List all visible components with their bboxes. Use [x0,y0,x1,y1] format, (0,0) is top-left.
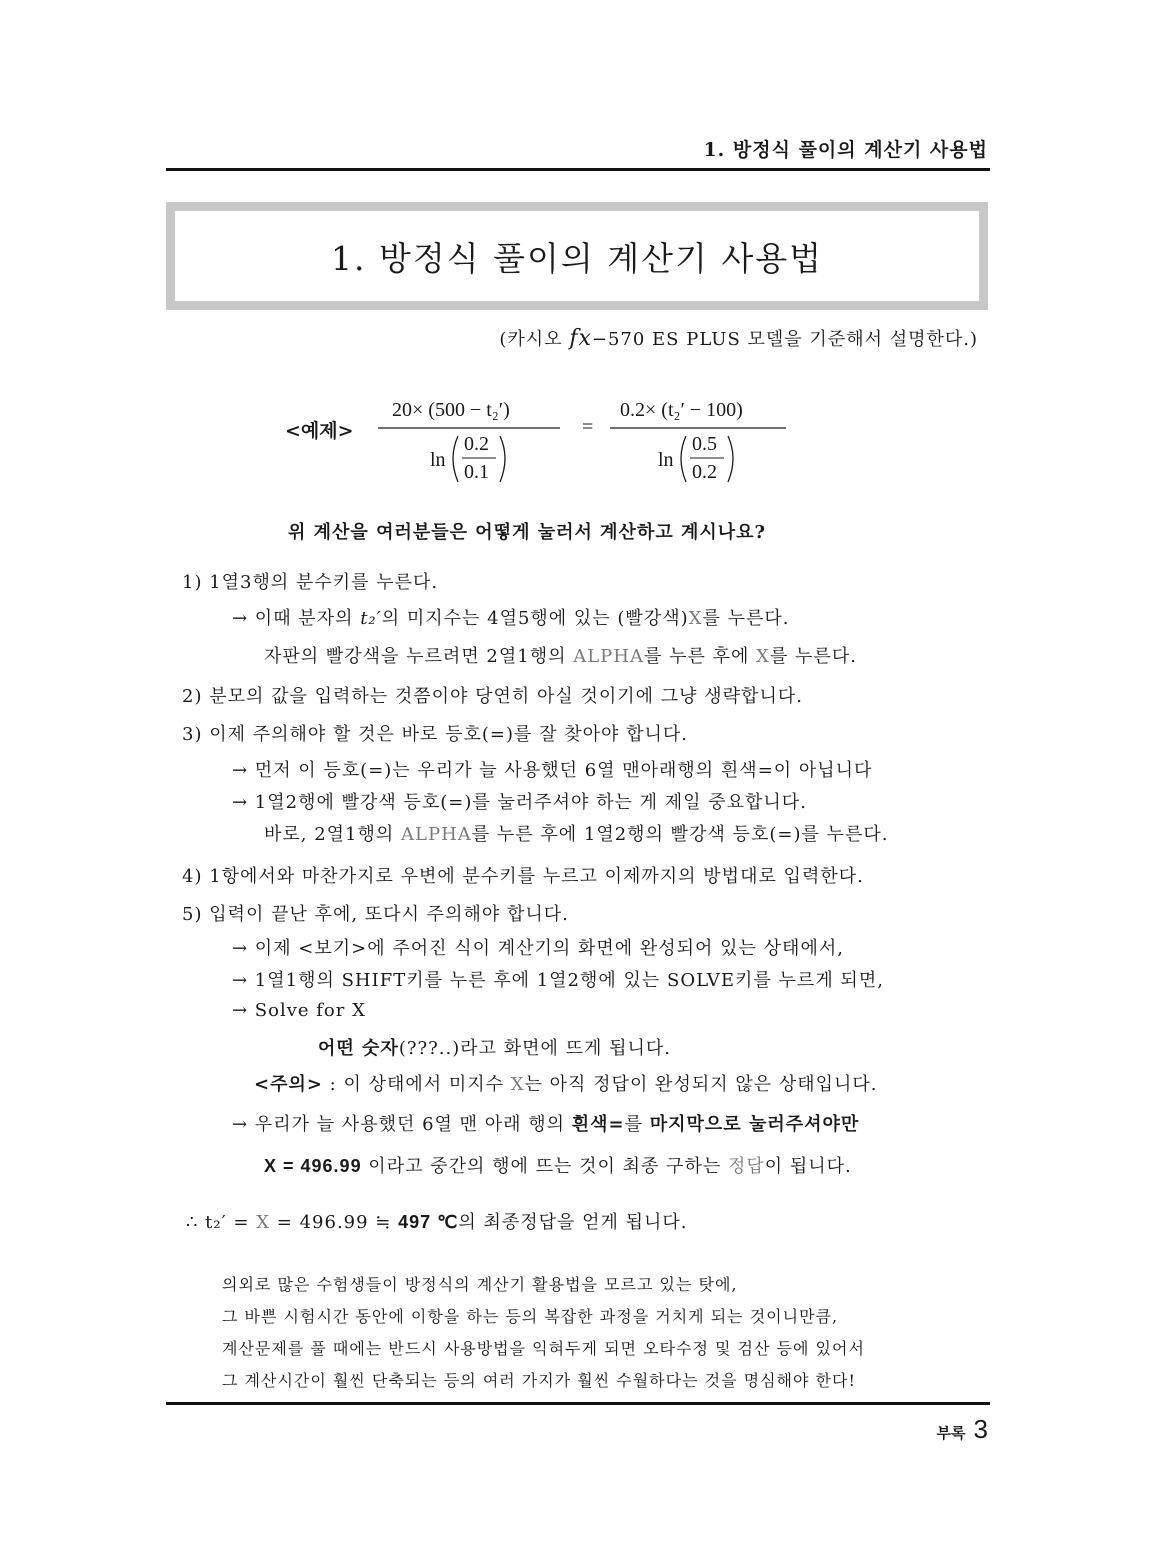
step-1b-alpha: ALPHA [573,646,644,667]
conclusion-x: X [256,1212,271,1233]
step-5e-x: X [510,1074,525,1095]
lhs-right-paren [500,436,505,482]
conclusion-post: 의 최종정답을 얻게 됩니다. [458,1212,688,1233]
step-1a-mid: 의 미지수는 4열5행에 있는 (빨강색) [381,608,689,629]
lhs-inner-num: 0.2 [464,433,489,455]
footer-rule [166,1402,990,1405]
step-1b [264,642,857,668]
step-5e-post: 는 아직 정답이 완성되지 않은 상태입니다. [524,1074,878,1095]
step-1b-post: 를 누른다. [769,646,857,667]
step-4: 4) 1항에서와 마찬가지로 우변에 분수키를 누르고 이제까지의 방법대로 입력한다. [182,866,864,887]
conclusion-pre: ∴ t₂′ = [186,1212,257,1233]
note-line-3: 계산문제를 풀 때에는 반드시 사용방법을 익혀두게 되면 오타수정 및 검산 등에 있어서 [222,1339,865,1358]
header-rule [166,168,990,171]
running-header: 1. 방정식 풀이의 계산기 사용법 [703,139,988,161]
step-5a: → 이제 <보기>에 주어진 식이 계산기의 화면에 완성되어 있는 상태에서, [232,938,844,959]
step-5f-bold1: 흰색= [571,1114,625,1135]
step-1a-post: 를 누른다. [702,608,790,629]
note-line-1: 의외로 많은 수험생들이 방정식의 계산기 활용법을 모르고 있는 탓에, [222,1275,738,1294]
step-5g [264,1152,852,1178]
step-5e [254,1070,878,1096]
step-5f [232,1110,859,1136]
subtitle [499,325,978,351]
note-line-4: 그 계산시간이 훨씬 단축되는 등의 여러 가지가 훨씬 수월하다는 것을 명심해야 한다! [222,1371,856,1390]
step-3c-pre: 바로, 2열1행의 [264,824,402,845]
rhs-numerator: 0.2× (t₂′ − 100) [620,399,743,421]
step-1b-x: X [756,646,770,667]
step-1a [232,604,789,630]
note-line-2: 그 바쁜 시험시간 동안에 이항을 하는 등의 복잡한 과정을 거치게 되는 것이니만큼, [222,1307,839,1326]
rhs-inner-den: 0.2 [692,461,717,483]
rhs-inner-num: 0.5 [692,433,717,455]
example-equation [370,388,810,498]
subtitle-model: fx [569,326,592,351]
rhs-right-paren [728,436,733,482]
page-number: 3 [973,1414,988,1444]
page-title: 1. 방정식 풀이의 계산기 사용법 [175,211,979,301]
step-2: 2) 분모의 값을 입력하는 것쯤이야 당연히 아실 것이기에 그냥 생략합니다. [182,686,803,707]
lhs-inner-den: 0.1 [464,461,489,483]
conclusion-value: 497 ℃ [398,1212,459,1232]
step-5c: → Solve for X [232,1000,366,1021]
step-5d-post: (???..)라고 화면에 뜨게 됩니다. [398,1038,672,1059]
step-3c-alpha: ALPHA [401,824,472,845]
step-3c-post: 를 누른 후에 1열2행의 빨강색 등호(=)를 누른다. [471,824,889,845]
subtitle-model-rest: −570 ES PLUS [591,329,741,350]
step-3b: → 1열2행에 빨강색 등호(=)를 눌러주셔야 하는 게 제일 중요합니다. [232,792,807,813]
step-1b-mid: 를 누른 후에 [644,646,757,667]
appendix-label: 부록 [936,1424,966,1442]
step-1a-x: X [688,608,703,629]
lhs-numerator: 20× (500 − t₂′) [392,399,510,421]
lhs-ln: ln [430,449,446,471]
rhs-ln: ln [658,449,674,471]
step-5f-bold2: 마지막으로 눌러주셔야만 [649,1114,860,1135]
lhs-left-paren [453,436,458,482]
step-5d-bold: 어떤 숫자 [318,1038,399,1059]
equals-sign: = [582,416,594,438]
step-5g-mid: 이라고 중간의 행에 뜨는 것이 최종 구하는 [361,1156,728,1177]
step-5b: → 1열1행의 SHIFT키를 누른 후에 1열2행에 있는 SOLVE키를 누르게 되면, [232,970,884,991]
subtitle-open: (카시오 [499,329,570,350]
step-5e-pre: : 이 상태에서 미지수 [322,1074,511,1095]
caution-label: <주의> [254,1074,323,1095]
conclusion [186,1208,688,1234]
step-1a-pre: → 이때 분자의 [232,608,361,629]
example-label: <예제> [285,420,354,442]
step-3: 3) 이제 주의해야 할 것은 바로 등호(=)를 잘 찾아야 합니다. [182,724,688,745]
question: 위 계산을 여러분들은 어떻게 눌러서 계산하고 계시나요? [288,522,767,543]
step-5f-pre: → 우리가 늘 사용했던 6열 맨 아래 행의 [232,1114,572,1135]
page-footer [937,1414,988,1445]
step-1b-pre: 자판의 빨강색을 누르려면 2열1행의 [264,646,574,667]
subtitle-close: 모델을 기준해서 설명한다.) [740,329,978,350]
step-3a: → 먼저 이 등호(=)는 우리가 늘 사용했던 6열 맨아래행의 흰색=이 아닙니다 [232,760,873,781]
step-5: 5) 입력이 끝난 후에, 또다시 주의해야 합니다. [182,904,569,925]
step-5d [318,1034,671,1060]
step-5g-post: 이 됩니다. [764,1156,852,1177]
step-1: 1) 1열3행의 분수키를 누른다. [182,572,439,593]
step-1a-var: t₂′ [360,608,382,629]
step-5f-mid: 를 [624,1114,650,1135]
title-box [166,202,988,310]
answer-word: 정답 [727,1156,765,1177]
rhs-left-paren [681,436,686,482]
result-value: X = 496.99 [264,1156,362,1176]
step-3c [264,820,888,846]
conclusion-mid: = 496.99 ≒ [270,1212,399,1233]
